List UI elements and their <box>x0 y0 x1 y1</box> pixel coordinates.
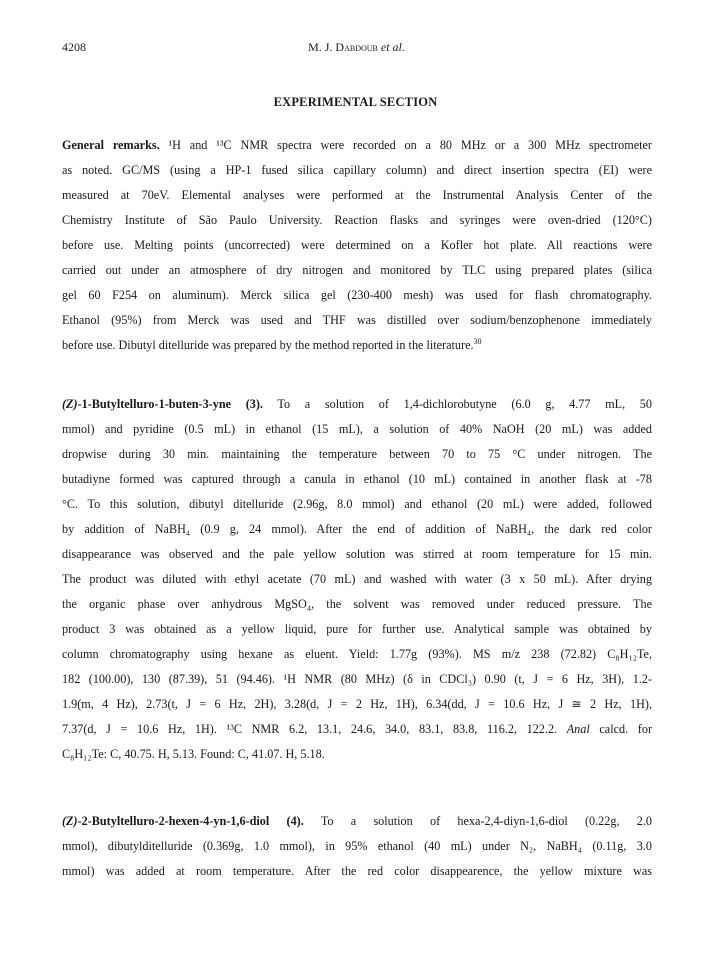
text-line: mmol), dibutylditelluride (0.369g, 1.0 mmol), in 95% ethanol (40 mL) under N₂, NaBH₄ (0.11g, 3.0 <box>62 839 652 853</box>
text-line: carried out under an atmosphere of dry nitrogen and monitored by TLC using prepared plates (silica <box>62 263 652 277</box>
text-line: The product was diluted with ethyl acetate (70 mL) and washed with water (3 x 50 mL). After drying <box>62 572 652 586</box>
page-header <box>62 40 651 58</box>
reference-superscript: 30 <box>473 336 482 346</box>
text-line: mmol) and pyridine (0.5 mL) in ethanol (15 mL), a solution of 40% NaOH (20 mL) was added <box>62 422 652 436</box>
text-line: dropwise during 30 min. maintaining the temperature between 70 to 75 °C under nitrogen. The <box>62 447 652 461</box>
section-title: EXPERIMENTAL SECTION <box>273 95 438 109</box>
compound-3-paragraph <box>62 392 652 767</box>
text-line: disappearance was observed and the pale yellow solution was stirred at room temperature for 15 min. <box>62 547 652 561</box>
text-line-content: 7.37(d, J = 10.6 Hz, 1H). ¹³C NMR 6.2, 13.1, 24.6, 34.0, 83.1, 83.8, 116.2, 122.2. <box>62 722 558 736</box>
stereo-descriptor: (Z) <box>62 814 78 828</box>
text-line: °C. To this solution, dibutyl ditelluride (2.96g, 8.0 mmol) and ethanol (20 mL) were added, followed <box>62 497 652 511</box>
text-line-content: To a solution of hexa-2,4-diyn-1,6-diol (0.22g, 2.0 <box>303 814 652 828</box>
stereo-descriptor: (Z) <box>62 397 78 411</box>
text-line: 1.9(m, 4 Hz), 2.73(t, J = 6 Hz, 2H), 3.28(d, J = 2 Hz, 1H), 6.34(dd, J = 10.6 Hz, J ≅ 2 Hz, 1H), <box>62 697 652 711</box>
compound-name: -2-Butyltelluro-2-hexen-4-yn-1,6-diol (4). <box>77 814 304 828</box>
general-remarks-heading: General remarks. <box>62 138 160 152</box>
page-number: 4208 <box>62 40 86 54</box>
text-line <box>62 392 652 417</box>
text-line: measured at 70eV. Elemental analyses were performed at the Instrumental Analysis Center of the <box>62 188 652 202</box>
text-line: column chromatography using hexane as eluent. Yield: 1.77g (93%). MS m/z 238 (72.82) C₈H₁₂Te, <box>62 647 652 661</box>
running-head-etal: et al. <box>380 40 405 54</box>
text-line: C₈H₁₂Te: C, 40.75. H, 5.13. Found: C, 41.07. H, 5.18. <box>62 747 325 761</box>
text-line <box>62 133 652 158</box>
text-line: Chemistry Institute of São Paulo University. Reaction flasks and syringes were oven-dried (120°C) <box>62 213 652 227</box>
compound-4-title <box>62 814 304 828</box>
compound-4-paragraph <box>62 809 652 884</box>
text-line: butadiyne formed was captured through a canula in ethanol (10 mL) contained in another flask at -78 <box>62 472 652 486</box>
text-line: mmol) was added at room temperature. After the red color disappearence, the yellow mixture was <box>62 864 652 878</box>
text-line: before use. Melting points (uncorrected) were determined on a Kofler hot plate. All reactions were <box>62 238 652 252</box>
general-remarks-paragraph <box>62 133 652 358</box>
running-head <box>62 40 651 55</box>
text-line <box>62 333 652 358</box>
text-line: by addition of NaBH₄ (0.9 g, 24 mmol). After the end of addition of NaBH₄, the dark red color <box>62 522 652 536</box>
text-line: the organic phase over anhydrous MgSO₄, the solvent was removed under reduced pressure. The <box>62 597 652 611</box>
text-line-content: before use. Dibutyl ditelluride was prepared by the method reported in the literature. <box>62 338 474 352</box>
text-line: as noted. GC/MS (using a HP-1 fused silica capillary column) and direct insertion spectra (EI) were <box>62 163 652 177</box>
text-line: 182 (100.00), 130 (87.39), 51 (94.46). ¹H NMR (80 MHz) (δ in CDCl₃) 0.90 (t, J = 6 Hz, 3H), 1.2- <box>62 672 652 686</box>
anal-label: Anal <box>566 722 590 736</box>
text-line-content: ¹H and ¹³C NMR spectra were recorded on a 80 MHz or a 300 MHz spectrometer <box>159 138 652 152</box>
text-line-content: calcd. for <box>589 722 653 736</box>
text-line <box>62 717 652 742</box>
text-line-content: To a solution of 1,4-dichlorobutyne (6.0 g, 4.77 mL, 50 <box>262 397 652 411</box>
compound-name: -1-Butyltelluro-1-buten-3-yne (3). <box>77 397 263 411</box>
text-line: Ethanol (95%) from Merck was used and THF was distilled over sodium/benzophenone immediately <box>62 313 652 327</box>
text-line <box>62 809 652 834</box>
text-line: gel 60 F254 on aluminum). Merck silica gel (230-400 mesh) was used for flash chromatography. <box>62 288 652 302</box>
text-line: product 3 was obtained as a yellow liquid, pure for further use. Analytical sample was obtained by <box>62 622 652 636</box>
running-head-author: M. J. Dabdoub <box>308 40 378 54</box>
compound-3-title <box>62 397 263 411</box>
